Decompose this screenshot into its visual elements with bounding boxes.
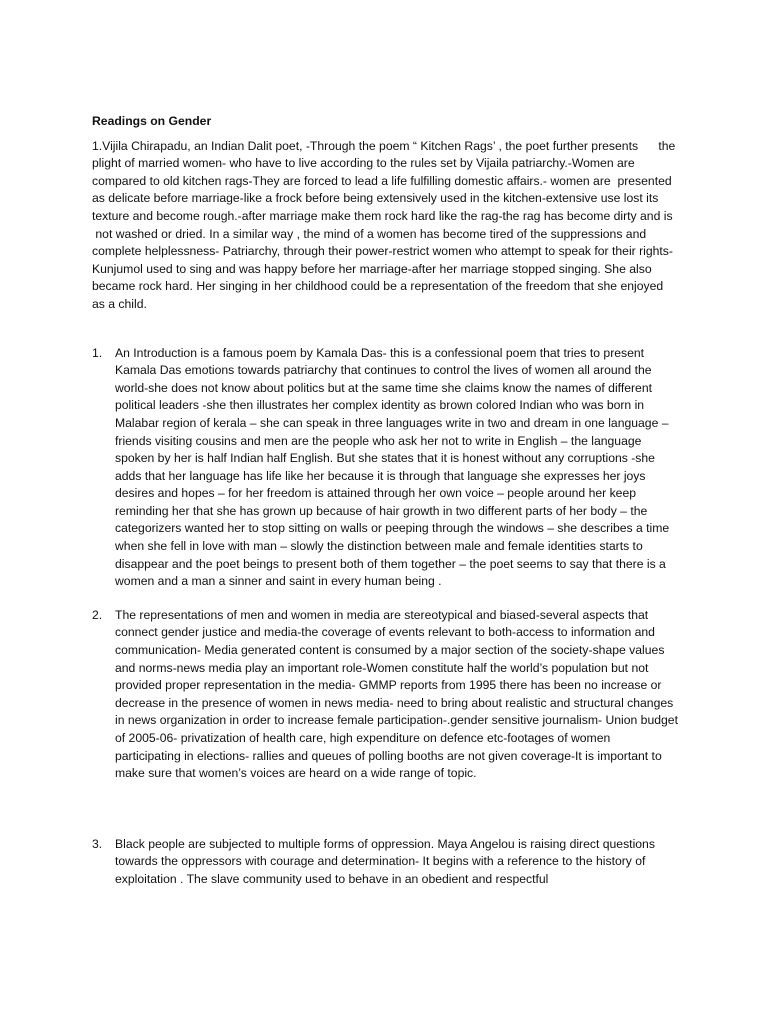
list-item-number: 2. [92,607,103,622]
document-page [92,113,678,889]
intro-paragraph: 1.Vijila Chirapadu, an Indian Dalit poet, -Through the poem “ Kitchen Rags’ , the poet further presents the plight of married women- who have to live according to the rules set by Vijaila patriarchy.-Women are compared to old kitchen rags-They are forced to lead a life fulfilling domestic affairs.- women are presented as delicate before marriage-like a frock before being extensively used in the kitchen-extensive use lost its texture and become rough.-after marriage make them rock hard like the rag-the rag has become dirty and is not washed or dried. In a similar way , the mind of a women has become tired of the suppressions and complete helplessness- Patriarchy, through their power-restrict women who attempt to speak for their rights-Kunjumol used to sing and was happy before her marriage-after her marriage stopped singing. She also became rock hard. Her singing in her childhood could be a representation of the freedom that she enjoyed as a child. [92,138,676,311]
document-title: Readings on Gender [92,114,212,128]
list-item-number: 3. [92,836,103,851]
list-item-text: Black people are subjected to multiple forms of oppression. Maya Angelou is raising direct questions towards the oppressors with courage and determination- It begins with a reference to the history of exploitation . The slave community used to behave in an obedient and respectful [115,836,655,886]
numbered-list [92,345,678,889]
list-item [92,836,678,889]
list-item-text: The representations of men and women in media are stereotypical and biased-several aspects that connect gender justice and media-the coverage of events relevant to both-access to information and communication- Media generated content is consumed by a major section of the society-shape values and norms-news media play an important role-Women constitute half the world’s population but not provided proper representation in the media- GMMP reports from 1995 there has been no increase or decrease in the presence of women in news media- need to bring about realistic and structural changes in news organization in order to increase female participation-.gender sensitive journalism- Union budget of 2005-06- privatization of health care, high expenditure on defence etc-footages of women participating in elections- rallies and queues of polling booths are not given coverage-It is important to make sure that women’s voices are heard on a wide range of topic. [115,607,678,781]
list-item-text: An Introduction is a famous poem by Kamala Das- this is a confessional poem that tries to present Kamala Das emotions towards patriarchy that continues to control the lives of women all around the world-she does not know about politics but at the same time she claims know the names of different political leaders -she then illustrates her complex identity as brown colored Indian who was born in Malabar region of kerala – she can speak in three languages write in two and dream in one language – friends visiting cousins and men are the people who ask her not to write in English – the language spoken by her is half Indian half English. But she states that it is honest without any corruptions -she adds that her language has life like her because it is through that language she expresses her joys desires and hopes – for her freedom is attained through her own voice – people around her keep reminding her that she has grown up because of hair growth in two different parts of her body – the categorizers wanted her to stop sitting on walls or peeping through the windows – she describes a time when she fell in love with man – slowly the distinction between male and female identities starts to disappear and the poet beings to present both of them together – the poet seems to say that there is a women and a man a sinner and saint in every human being . [115,345,670,589]
list-item [92,607,678,783]
list-item-number: 1. [92,345,103,360]
list-item [92,345,678,591]
